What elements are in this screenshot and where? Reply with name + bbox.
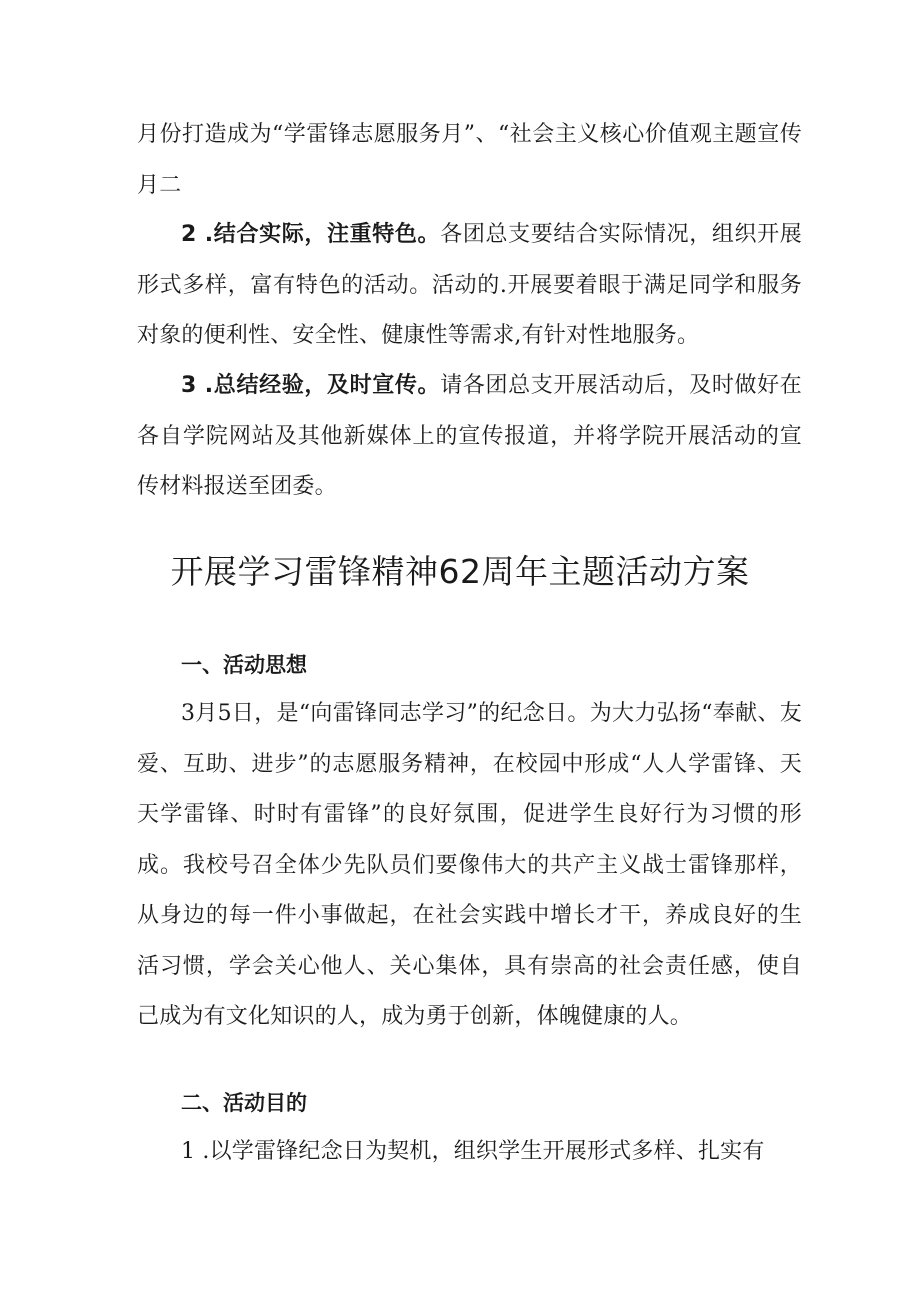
section-1-heading: 一、活动思想 bbox=[181, 653, 307, 677]
section-1-body: 3月5日，是“向雷锋同志学习”的纪念日。为大力弘扬“奉献、友爱、互助、进步”的志愿服务精神，在校园中形成“人人学雷锋、天天学雷锋、时时有雷锋”的良好氛围，促进学生良好行为习惯的形成。我校号召全体少先队员们要像伟大的共产主义战士雷锋那样，从身边的每一件小事做起，在社会实践中增长才干，养成良好的生活习惯，学会关心他人、关心集体，具有崇高的社会责任感，使自己成为有文化知识的人，成为勇于创新，体魄健康的人。 bbox=[137, 701, 802, 1029]
item-3-paragraph bbox=[137, 361, 802, 513]
item-2-body: 各团总支要结合实际情况，组织开展形式多样，富有特色的活动。活动的.开展要着眼于满足同学和服务对象的便利性、安全性、健康性等需求,有针对性地服务。 bbox=[137, 222, 802, 348]
section-2-item-1-text: 1 .以学雷锋纪念日为契机，组织学生开展形式多样、扎实有 bbox=[181, 1139, 765, 1164]
item-2-paragraph bbox=[137, 210, 802, 362]
section-2-item-1 bbox=[137, 1127, 802, 1178]
section-2-heading: 二、活动目的 bbox=[181, 1091, 307, 1115]
top-paragraph bbox=[137, 110, 802, 211]
item-2-lead: 2 .结合实际，注重特色。 bbox=[181, 222, 441, 247]
item-3-lead: 3 .总结经验，及时宣传。 bbox=[181, 373, 441, 398]
top-paragraph-text: 月份打造成为“学雷锋志愿服务月”、“社会主义核心价值观主题宣传月二 bbox=[137, 122, 802, 198]
section-1-paragraph bbox=[137, 689, 802, 1043]
item-3-body: 请各团总支开展活动后，及时做好在各自学院网站及其他新媒体上的宣传报道，并将学院开展活动的宣传材料报送至团委。 bbox=[137, 373, 802, 499]
document-title: 开展学习雷锋精神62周年主题活动方案 bbox=[170, 552, 750, 591]
